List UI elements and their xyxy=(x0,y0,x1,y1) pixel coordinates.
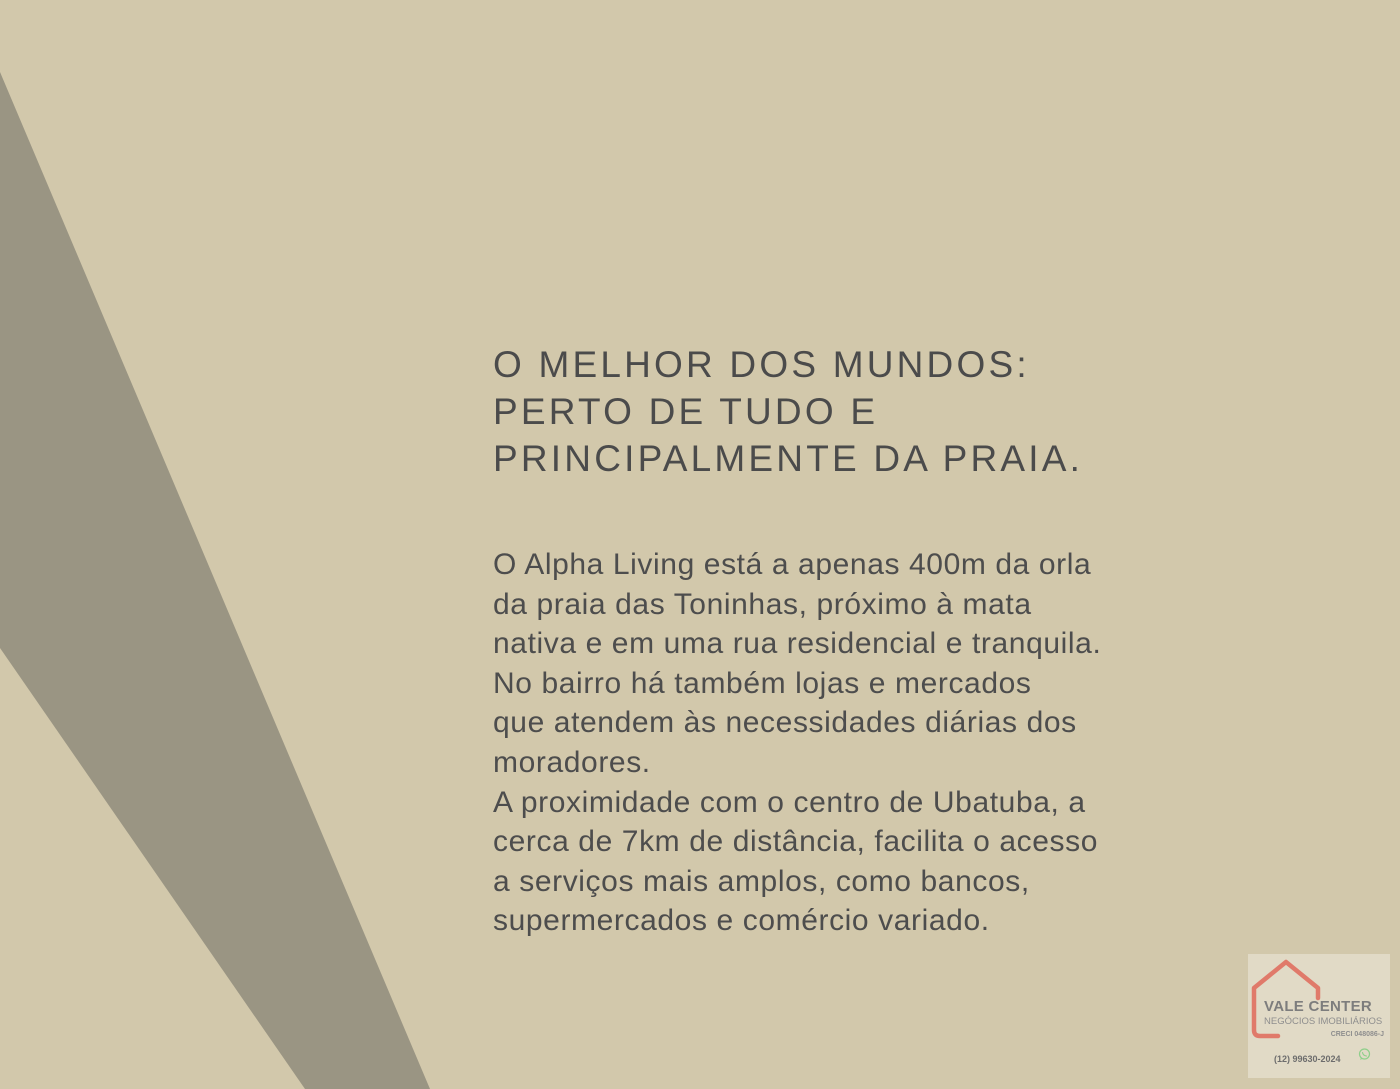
body-line: nativa e em uma rua residencial e tranquila. xyxy=(493,627,1102,661)
heading-line: O MELHOR DOS MUNDOS: xyxy=(493,344,1030,385)
body-line: supermercados e comércio variado. xyxy=(493,904,990,938)
body-paragraph xyxy=(493,545,1101,941)
logo-tagline: NEGÓCIOS IMOBILIÁRIOS xyxy=(1264,1016,1383,1027)
body-line: que atendem às necessidades diárias dos xyxy=(493,706,1077,740)
body-line: No bairro há também lojas e mercados xyxy=(493,666,1032,700)
logo-creci: CRECI 048086-J xyxy=(1330,1031,1384,1038)
logo-phone: (12) 99630-2024 xyxy=(1274,1054,1341,1064)
body-line: A proximidade com o centro de Ubatuba, a xyxy=(493,785,1086,819)
logo-brand: VALE CENTER xyxy=(1264,998,1373,1015)
heading-line: PRINCIPALMENTE DA PRAIA. xyxy=(493,438,1084,479)
vale-center-logo xyxy=(1248,954,1390,1078)
whatsapp-icon xyxy=(1358,1048,1371,1061)
body-line: moradores. xyxy=(493,745,651,779)
page-heading xyxy=(493,341,1083,482)
body-line: da praia das Toninhas, próximo à mata xyxy=(493,587,1032,621)
body-line: O Alpha Living está a apenas 400m da orla xyxy=(493,548,1092,581)
body-line: a serviços mais amplos, como bancos, xyxy=(493,864,1030,898)
heading-line: PERTO DE TUDO E xyxy=(493,391,879,432)
body-line: cerca de 7km de distância, facilita o acesso xyxy=(493,825,1099,859)
